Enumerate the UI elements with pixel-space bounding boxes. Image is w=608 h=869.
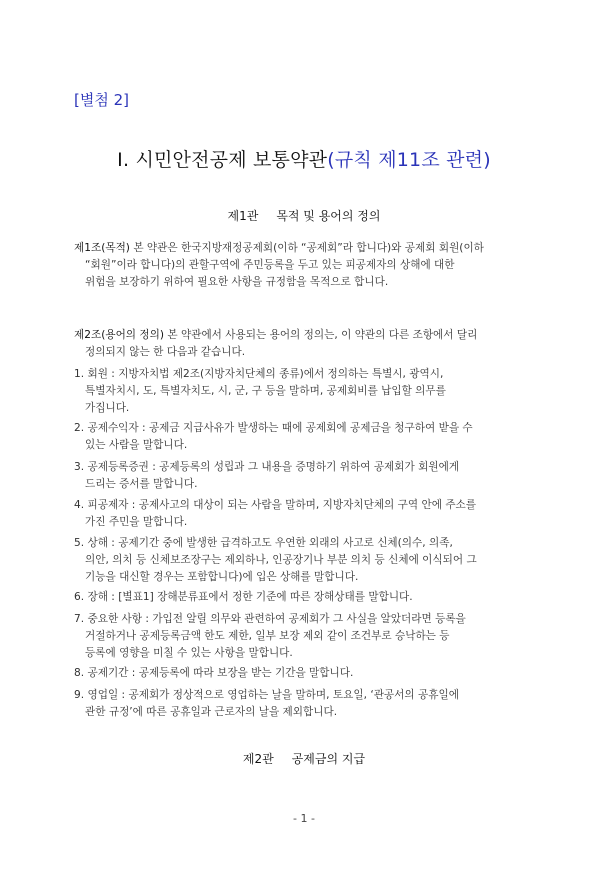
article-1-line-3: 위험을 보장하기 위하여 필요한 사항을 규정함을 목적으로 합니다.	[85, 276, 389, 288]
definition-item-1: 1. 회원 : 지방자치법 제2조(지방자치단체의 종류)에서 정의하는 특별시, 광역시, 특별자치시, 도, 특별자치도, 시, 군, 구 등을 말하며, 공제회비를 납입할 의무를 가집니다.	[74, 368, 446, 414]
article-1-line-2: “회원”이라 합니다)의 관할구역에 주민등록을 두고 있는 피공제자의 상해에 대한	[85, 259, 455, 271]
definition-item-7: 7. 중요한 사항 : 가입전 알릴 의무와 관련하여 공제회가 그 사실을 알았더라면 등록을 거절하거나 공제등록금액 한도 제한, 일부 보장 제외 같이 조건부로 승낙하는 등 등록에 영향을 미칠 수 있는 사항을 말합니다.	[74, 613, 466, 659]
definition-item-8: 8. 공제기간 : 공제등록에 따라 보장을 받는 기간을 말합니다.	[74, 667, 354, 679]
article-2-heading: 제2조(용어의 정의)	[74, 329, 165, 341]
article-2	[74, 327, 540, 361]
chapter-1-number: 제1관	[227, 209, 259, 223]
definition-item-4: 4. 피공제자 : 공제사고의 대상이 되는 사람을 말하며, 지방자치단체의 구역 안에 주소를 가진 주민을 말합니다.	[74, 499, 477, 528]
page-number: - 1 -	[293, 812, 315, 825]
chapter-2-number: 제2관	[242, 752, 274, 766]
definition-item-5: 5. 상해 : 공제기간 중에 발생한 급격하고도 우연한 외래의 사고로 신체(의수, 의족, 의안, 의치 등 신체보조장구는 제외하나, 인공장기나 부분 의치 등 신체에 이식되어 그 기능을 대신할 경우는 포함합니다)에 입은 상해를 말합니다.	[74, 537, 477, 583]
article-1	[74, 240, 540, 291]
definition-item-6: 6. 장해 : [별표1] 장해분류표에서 정한 기준에 따른 장해상태를 말합니다.	[74, 591, 413, 603]
chapter-1-name: 목적 및 용어의 정의	[276, 209, 381, 223]
definition-item-3: 3. 공제등록증권 : 공제등록의 성립과 그 내용을 증명하기 위하여 공제회가 회원에게 드리는 증서를 말합니다.	[74, 461, 460, 490]
article-1-line-1: 제1조(목적) 본 약관은 한국지방재정공제회(이하 “공제회”라 합니다)와 공제회 회원(이하	[74, 242, 484, 254]
definition-item-9: 9. 영업일 : 공제회가 정상적으로 영업하는 날을 말하며, 토요일, ‘관공서의 공휴일에 관한 규정’에 따른 공휴일과 근로자의 날을 제외합니다.	[74, 689, 459, 718]
article-2-line-1: 제2조(용어의 정의) 본 약관에서 사용되는 용어의 정의는, 이 약관의 다른 조항에서 달리	[74, 329, 478, 341]
article-1-heading: 제1조(목적)	[74, 242, 130, 254]
document-title	[0, 145, 608, 172]
chapter-2-name: 공제금의 지급	[291, 752, 366, 766]
title-main: Ⅰ. 시민안전공제 보통약관	[117, 149, 328, 171]
chapter-1-heading	[0, 207, 608, 224]
title-parenthetical: (규칙 제11조 관련)	[327, 149, 491, 171]
attachment-tag: [별첨 2]	[74, 91, 129, 109]
definition-item-2: 2. 공제수익자 : 공제금 지급사유가 발생하는 때에 공제회에 공제금을 청구하여 받을 수 있는 사람을 말합니다.	[74, 422, 473, 451]
article-2-line-2: 정의되지 않는 한 다음과 같습니다.	[85, 346, 246, 358]
chapter-2-heading	[0, 750, 608, 767]
